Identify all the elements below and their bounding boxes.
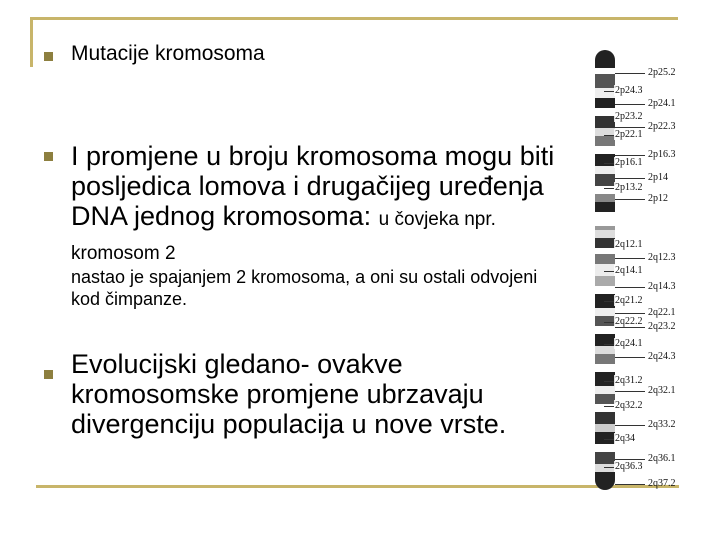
band-tick-left xyxy=(604,163,614,164)
band-label-left: 2p24.3 xyxy=(615,85,643,96)
band-label-left: 2q22.2 xyxy=(615,316,643,327)
band-label-right: 2p16.3 xyxy=(648,149,676,160)
band-tick-left xyxy=(604,344,614,345)
slide-top-rule xyxy=(30,17,678,20)
band-tick-left xyxy=(604,188,614,189)
band-label-right: 2p12 xyxy=(648,193,668,204)
chromosome-band xyxy=(595,364,615,372)
band-label-right: 2q14.3 xyxy=(648,281,676,292)
band-label-right: 2q12.3 xyxy=(648,252,676,263)
bullet-square-icon xyxy=(44,152,53,161)
chromosome-band xyxy=(595,146,615,154)
band-label-left: 2p23.2 xyxy=(615,111,643,122)
band-label-left: 2q21.2 xyxy=(615,295,643,306)
band-tick-left xyxy=(604,406,614,407)
band-label-left: 2q24.1 xyxy=(615,338,643,349)
band-tick-right xyxy=(615,178,645,179)
band-label-right: 2p22.3 xyxy=(648,121,676,132)
band-label-left: 2p22.1 xyxy=(615,129,643,140)
band-label-left: 2q31.2 xyxy=(615,375,643,386)
band-label-left: 2q32.2 xyxy=(615,400,643,411)
band-tick-left xyxy=(604,135,614,136)
band-tick-left xyxy=(604,322,614,323)
band-label-right: 2q36.1 xyxy=(648,453,676,464)
bullet-3-text: Evolucijski gledano- ovakve kromosomske promjene ubrzavaju divergenciju populacija u nove vrste. xyxy=(71,349,507,439)
band-label-left: 2q12.1 xyxy=(615,239,643,250)
chromosome-band xyxy=(595,444,615,452)
band-tick-right xyxy=(615,127,645,128)
band-label-left: 2q34 xyxy=(615,433,635,444)
band-tick-left xyxy=(604,301,614,302)
band-label-right: 2q33.2 xyxy=(648,419,676,430)
slide-bottom-rule xyxy=(36,485,679,488)
band-label-left: 2p16.1 xyxy=(615,157,643,168)
band-tick-left xyxy=(604,381,614,382)
bullet-2-inline-small: u čovjeka npr. kromosom 2 xyxy=(71,209,496,264)
bullet-1-text: Mutacije kromosoma xyxy=(71,42,265,65)
bullet-2-text xyxy=(71,141,571,269)
band-label-right: 2q32.1 xyxy=(648,385,676,396)
bullet-2-small-text: nastao je spajanjem 2 kromosoma, a oni su ostali odvojeni kod čimpanze. xyxy=(71,267,538,309)
chromosome-band xyxy=(595,286,615,294)
chromosome-band xyxy=(595,346,615,354)
band-tick-right xyxy=(615,104,645,105)
chromosome-band xyxy=(595,202,615,212)
chromosome-band xyxy=(595,412,615,424)
chromosome-band xyxy=(595,386,615,394)
chromosome-band xyxy=(595,74,615,88)
band-tick-right xyxy=(615,313,645,314)
band-tick-right xyxy=(615,155,645,156)
chromosome-band xyxy=(595,230,615,238)
band-tick-right xyxy=(615,287,645,288)
chromosome-band xyxy=(595,50,615,68)
band-tick-left xyxy=(604,117,614,118)
chromosome-band xyxy=(595,424,615,432)
chromosome-band xyxy=(595,108,615,116)
chromosome-centromere xyxy=(595,214,615,226)
chromosome-band xyxy=(595,464,615,472)
chromosome-band xyxy=(595,98,615,108)
bullet-square-icon xyxy=(44,52,53,61)
chromosome-band xyxy=(595,354,615,364)
slide-left-rule xyxy=(30,17,33,67)
chromosome-band xyxy=(595,174,615,186)
band-tick-right xyxy=(615,357,645,358)
band-tick-right xyxy=(615,391,645,392)
band-label-left: 2q36.3 xyxy=(615,461,643,472)
chromosome-band xyxy=(595,154,615,166)
band-label-right: 2p25.2 xyxy=(648,67,676,78)
band-label-right: 2q24.3 xyxy=(648,351,676,362)
band-tick-left xyxy=(604,91,614,92)
chromosome-band xyxy=(595,308,615,316)
chromosome-2-ideogram xyxy=(595,50,615,490)
band-label-left: 2q14.1 xyxy=(615,265,643,276)
band-tick-right xyxy=(615,459,645,460)
chromosome-band xyxy=(595,254,615,264)
band-tick-right xyxy=(615,484,645,485)
band-tick-left xyxy=(604,467,614,468)
bullet-square-icon xyxy=(44,370,53,379)
band-tick-right xyxy=(615,327,645,328)
chromosome-band xyxy=(595,372,615,386)
band-tick-right xyxy=(615,425,645,426)
chromosome-band xyxy=(595,394,615,404)
bullet-2-main: I promjene u broju kromosoma mogu biti posljedica lomova i drugačijeg uređenja DNA jednog kromosoma: xyxy=(71,141,555,231)
chromosome-band xyxy=(595,452,615,464)
chromosome-band xyxy=(595,326,615,334)
band-tick-left xyxy=(604,439,614,440)
chromosome-band xyxy=(595,276,615,286)
chromosome-band xyxy=(595,136,615,146)
band-tick-right xyxy=(615,73,645,74)
chromosome-band xyxy=(595,432,615,444)
band-label-right: 2q23.2 xyxy=(648,321,676,332)
chromosome-band xyxy=(595,166,615,174)
band-label-right: 2p14 xyxy=(648,172,668,183)
band-label-right: 2q37.2 xyxy=(648,478,676,489)
chromosome-band xyxy=(595,88,615,98)
band-tick-right xyxy=(615,199,645,200)
chromosome-band xyxy=(595,238,615,248)
band-label-right: 2q22.1 xyxy=(648,307,676,318)
chromosome-band xyxy=(595,316,615,326)
band-label-right: 2p24.1 xyxy=(648,98,676,109)
band-tick-left xyxy=(604,271,614,272)
band-label-left: 2p13.2 xyxy=(615,182,643,193)
band-tick-left xyxy=(604,245,614,246)
chromosome-band xyxy=(595,194,615,202)
band-tick-right xyxy=(615,258,645,259)
chromosome-band xyxy=(595,472,615,490)
